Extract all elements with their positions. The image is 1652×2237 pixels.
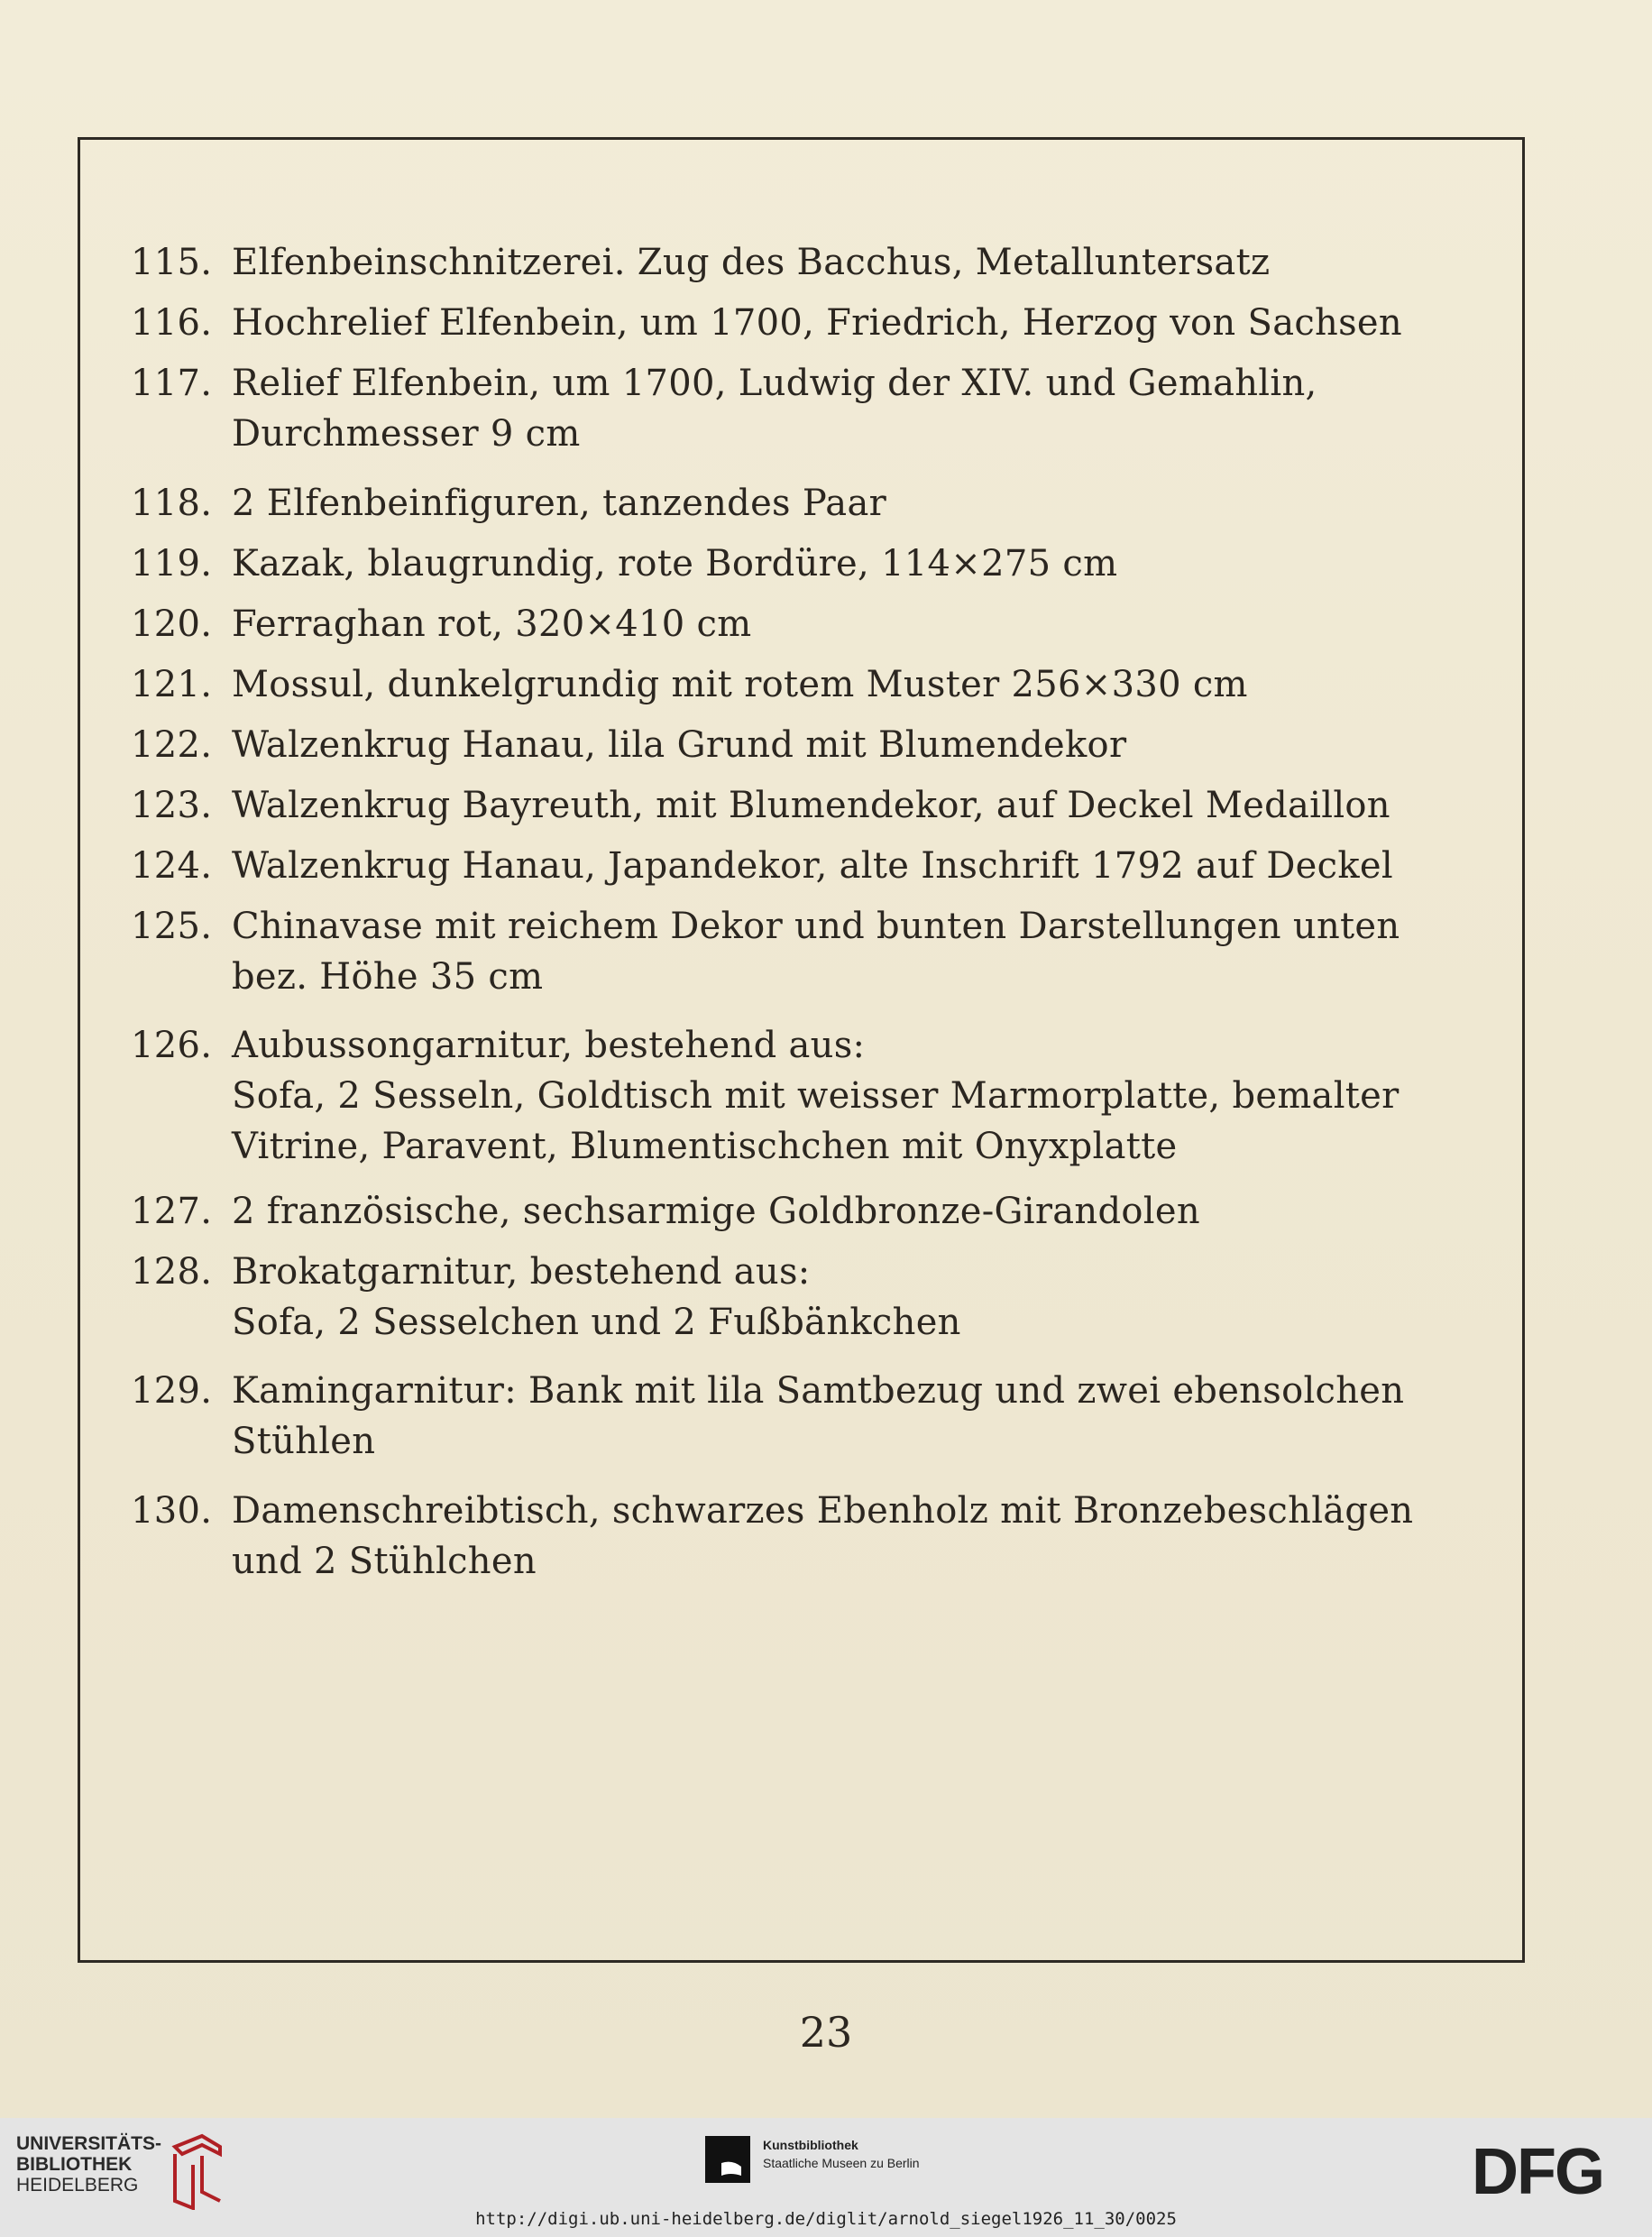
entry-number: 125. xyxy=(131,906,213,947)
ub-logo-icon[interactable] xyxy=(166,2129,229,2210)
kunstbibliothek-logo-icon[interactable] xyxy=(705,2136,750,2183)
catalogue-entry xyxy=(131,659,1483,710)
entry-number: 126. xyxy=(131,1025,213,1066)
entry-text xyxy=(232,1366,1483,1467)
entry-line: Relief Elfenbein, um 1700, Ludwig der XIV. und Gemahlin, xyxy=(232,363,1317,404)
page-frame xyxy=(78,137,1525,1963)
entry-number: 121. xyxy=(131,664,213,705)
kunstbibliothek-label[interactable] xyxy=(763,2136,920,2172)
ub-heidelberg-label[interactable] xyxy=(16,2133,161,2196)
entry-text xyxy=(232,1247,1483,1348)
entry-line: Vitrine, Paravent, Blumentischchen mit Onyxplatte xyxy=(232,1126,1178,1167)
entry-text xyxy=(232,539,1483,589)
entry-line: Elfenbeinschnitzerei. Zug des Bacchus, Metalluntersatz xyxy=(232,242,1271,283)
catalogue-entry xyxy=(131,298,1483,348)
source-url-link[interactable]: http://digi.ub.uni-heidelberg.de/diglit/arnold_siegel1926_11_30/0025 xyxy=(475,2209,1177,2229)
catalogue-entry xyxy=(131,780,1483,831)
entry-text xyxy=(232,1486,1483,1587)
entry-line: und 2 Stühlchen xyxy=(232,1541,537,1582)
entry-line: Stühlen xyxy=(232,1421,376,1462)
entry-line: Aubussongarnitur, bestehend aus: xyxy=(232,1025,866,1066)
catalogue-entry xyxy=(131,539,1483,589)
entry-number: 130. xyxy=(131,1490,213,1532)
entry-number: 120. xyxy=(131,603,213,645)
ub-line-2: BIBLIOTHEK xyxy=(16,2154,133,2175)
entry-number: 116. xyxy=(131,302,213,344)
entry-number: 124. xyxy=(131,845,213,887)
ub-line-1: UNIVERSITÄTS- xyxy=(16,2133,162,2154)
entry-line: Mossul, dunkelgrundig mit rotem Muster 256×330 cm xyxy=(232,664,1248,705)
kb-line-1: Kunstbibliothek xyxy=(763,2138,858,2152)
entry-line: Damenschreibtisch, schwarzes Ebenholz mit Bronzebeschlägen xyxy=(232,1490,1414,1532)
page-number: 23 xyxy=(799,2008,853,2057)
entry-text xyxy=(232,237,1483,288)
catalogue-entry xyxy=(131,1247,1483,1348)
catalogue-entry xyxy=(131,599,1483,649)
entry-text xyxy=(232,841,1483,891)
entry-number: 122. xyxy=(131,724,213,766)
entry-number: 115. xyxy=(131,242,213,283)
entry-line: Kazak, blaugrundig, rote Bordüre, 114×275 cm xyxy=(232,543,1118,585)
entry-line: Ferraghan rot, 320×410 cm xyxy=(232,603,752,645)
entry-number: 127. xyxy=(131,1191,213,1232)
catalogue-entry xyxy=(131,901,1483,1002)
entry-number: 119. xyxy=(131,543,213,585)
entry-number: 118. xyxy=(131,483,213,524)
entry-line: Walzenkrug Hanau, Japandekor, alte Inschrift 1792 auf Deckel xyxy=(232,845,1393,887)
entry-text xyxy=(232,1020,1483,1172)
entry-line: 2 französische, sechsarmige Goldbronze-Girandolen xyxy=(232,1191,1200,1232)
entry-line: Walzenkrug Bayreuth, mit Blumendekor, auf Deckel Medaillon xyxy=(232,785,1390,826)
catalogue-entry xyxy=(131,1020,1483,1172)
kb-line-2: Staatliche Museen zu Berlin xyxy=(763,2156,920,2170)
entry-text xyxy=(232,659,1483,710)
catalogue-entry xyxy=(131,1186,1483,1237)
entry-text xyxy=(232,358,1483,459)
entry-number: 117. xyxy=(131,363,213,404)
entry-line: Sofa, 2 Sesselchen und 2 Fußbänkchen xyxy=(232,1302,961,1343)
entry-text xyxy=(232,478,1483,529)
entry-number: 128. xyxy=(131,1251,213,1293)
entry-line: Walzenkrug Hanau, lila Grund mit Blumendekor xyxy=(232,724,1127,766)
entry-line: Brokatgarnitur, bestehend aus: xyxy=(232,1251,811,1293)
entry-line: Sofa, 2 Sesseln, Goldtisch mit weisser Marmorplatte, bemalter xyxy=(232,1075,1400,1117)
catalogue-entry xyxy=(131,1366,1483,1467)
catalogue-entry xyxy=(131,841,1483,891)
catalogue-entry xyxy=(131,237,1483,288)
entry-line: 2 Elfenbeinfiguren, tanzendes Paar xyxy=(232,483,887,524)
catalogue-entry xyxy=(131,1486,1483,1587)
entry-text xyxy=(232,298,1483,348)
entry-line: Durchmesser 9 cm xyxy=(232,413,581,455)
entry-line: Chinavase mit reichem Dekor und bunten Darstellungen unten xyxy=(232,906,1400,947)
catalogue-entry xyxy=(131,720,1483,770)
entry-line: Hochrelief Elfenbein, um 1700, Friedrich, Herzog von Sachsen xyxy=(232,302,1402,344)
catalogue-entry xyxy=(131,358,1483,459)
entry-text xyxy=(232,1186,1483,1237)
dfg-logo[interactable]: DFG xyxy=(1472,2136,1603,2208)
entry-text xyxy=(232,720,1483,770)
ub-line-3: HEIDELBERG xyxy=(16,2175,139,2196)
entry-text xyxy=(232,901,1483,1002)
entry-text xyxy=(232,599,1483,649)
catalogue-entry xyxy=(131,478,1483,529)
entry-text xyxy=(232,780,1483,831)
entry-number: 123. xyxy=(131,785,213,826)
entry-line: bez. Höhe 35 cm xyxy=(232,956,544,998)
entry-line: Kamingarnitur: Bank mit lila Samtbezug und zwei ebensolchen xyxy=(232,1370,1405,1412)
entry-number: 129. xyxy=(131,1370,213,1412)
